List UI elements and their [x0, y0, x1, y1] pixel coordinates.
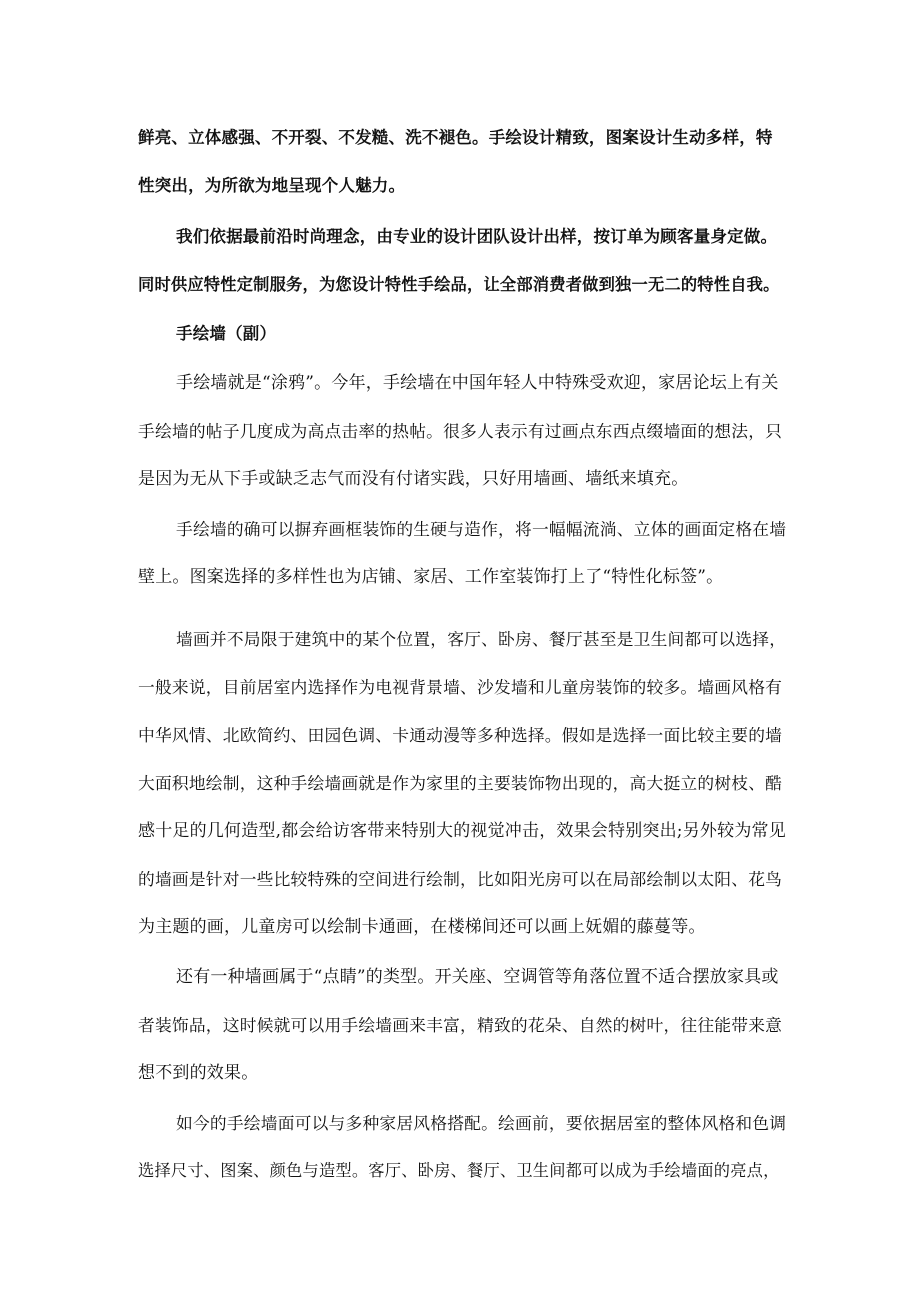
p1-line-2: 手绘墙的帖子几度成为高点击率的热帖。很多人表示有过画点东西点缀墙面的想法，只 [138, 421, 783, 441]
p3-line-6: 的墙画是针对一些比较特殊的空间进行绘制，比如阳光房可以在局部绘制以太阳、花鸟 [138, 869, 783, 889]
service-line-2: 同时供应特性定制服务，为您设计特性手绘品，让全部消费者做到独一无二的特性自我。 [138, 275, 780, 294]
service-line-1: 我们依据最前沿时尚理念，由专业的设计团队设计出样，按订单为顾客量身定做。 [176, 227, 778, 246]
p4-line-3: 想不到的效果。 [138, 1063, 259, 1083]
p3-line-3: 中华风情、北欧简约、田园色调、卡通动漫等多种选择。假如是选择一面比较主要的墙 [138, 725, 783, 745]
p3-line-4: 大面积地绘制，这种手绘墙画就是作为家里的主要装饰物出现的，高大挺立的树枝、酷 [138, 773, 783, 793]
p4-line-1: 还有一种墙画属于“点睛”的类型。开关座、空调管等角落位置不适合摆放家具或 [176, 967, 779, 987]
p2-line-2: 壁上。图案选择的多样性也为店铺、家居、工作室装饰打上了“特性化标签”。 [138, 567, 724, 587]
p5-line-2: 选择尺寸、图案、颜色与造型。客厅、卧房、餐厅、卫生间都可以成为手绘墙面的亮点， [138, 1161, 780, 1180]
p4-line-2: 者装饰品，这时候就可以用手绘墙画来丰富，精致的花朵、自然的树叶，往往能带来意 [138, 1015, 783, 1035]
p3-line-7: 为主题的画，儿童房可以绘制卡通画，在楼梯间还可以画上妩媚的藤蔓等。 [138, 917, 706, 937]
p2-line-1: 手绘墙的确可以摒弃画框装饰的生硬与造作，将一幅幅流淌、立体的画面定格在墙 [176, 519, 787, 539]
p1-line-1: 手绘墙就是“涂鸦”。今年，手绘墙在中国年轻人中特殊受欢迎，家居论坛上有关 [176, 373, 779, 393]
p3-line-1: 墙画并不局限于建筑中的某个位置，客厅、卧房、餐厅甚至是卫生间都可以选择， [176, 629, 787, 649]
intro-line-1: 鲜亮、立体感强、不开裂、不发糙、洗不褪色。手绘设计精致，图案设计生动多样，特 [138, 128, 773, 147]
p3-line-5: 感十足的几何造型,都会给访客带来特别大的视觉冲击，效果会特别突出;另外较为常见 [138, 821, 786, 841]
p5-line-1: 如今的手绘墙面可以与多种家居风格搭配。绘画前，要依据居室的整体风格和色调 [176, 1113, 787, 1133]
p1-line-3: 是因为无从下手或缺乏志气而没有付诸实践，只好用墙画、墙纸来填充。 [138, 469, 689, 489]
section-subtitle: 手绘墙（副） [176, 324, 277, 343]
p3-line-2: 一般来说，目前居室内选择作为电视背景墙、沙发墙和儿童房装饰的较多。墙画风格有 [138, 677, 783, 697]
intro-line-2: 性突出，为所欲为地呈现个人魅力。 [138, 176, 406, 195]
